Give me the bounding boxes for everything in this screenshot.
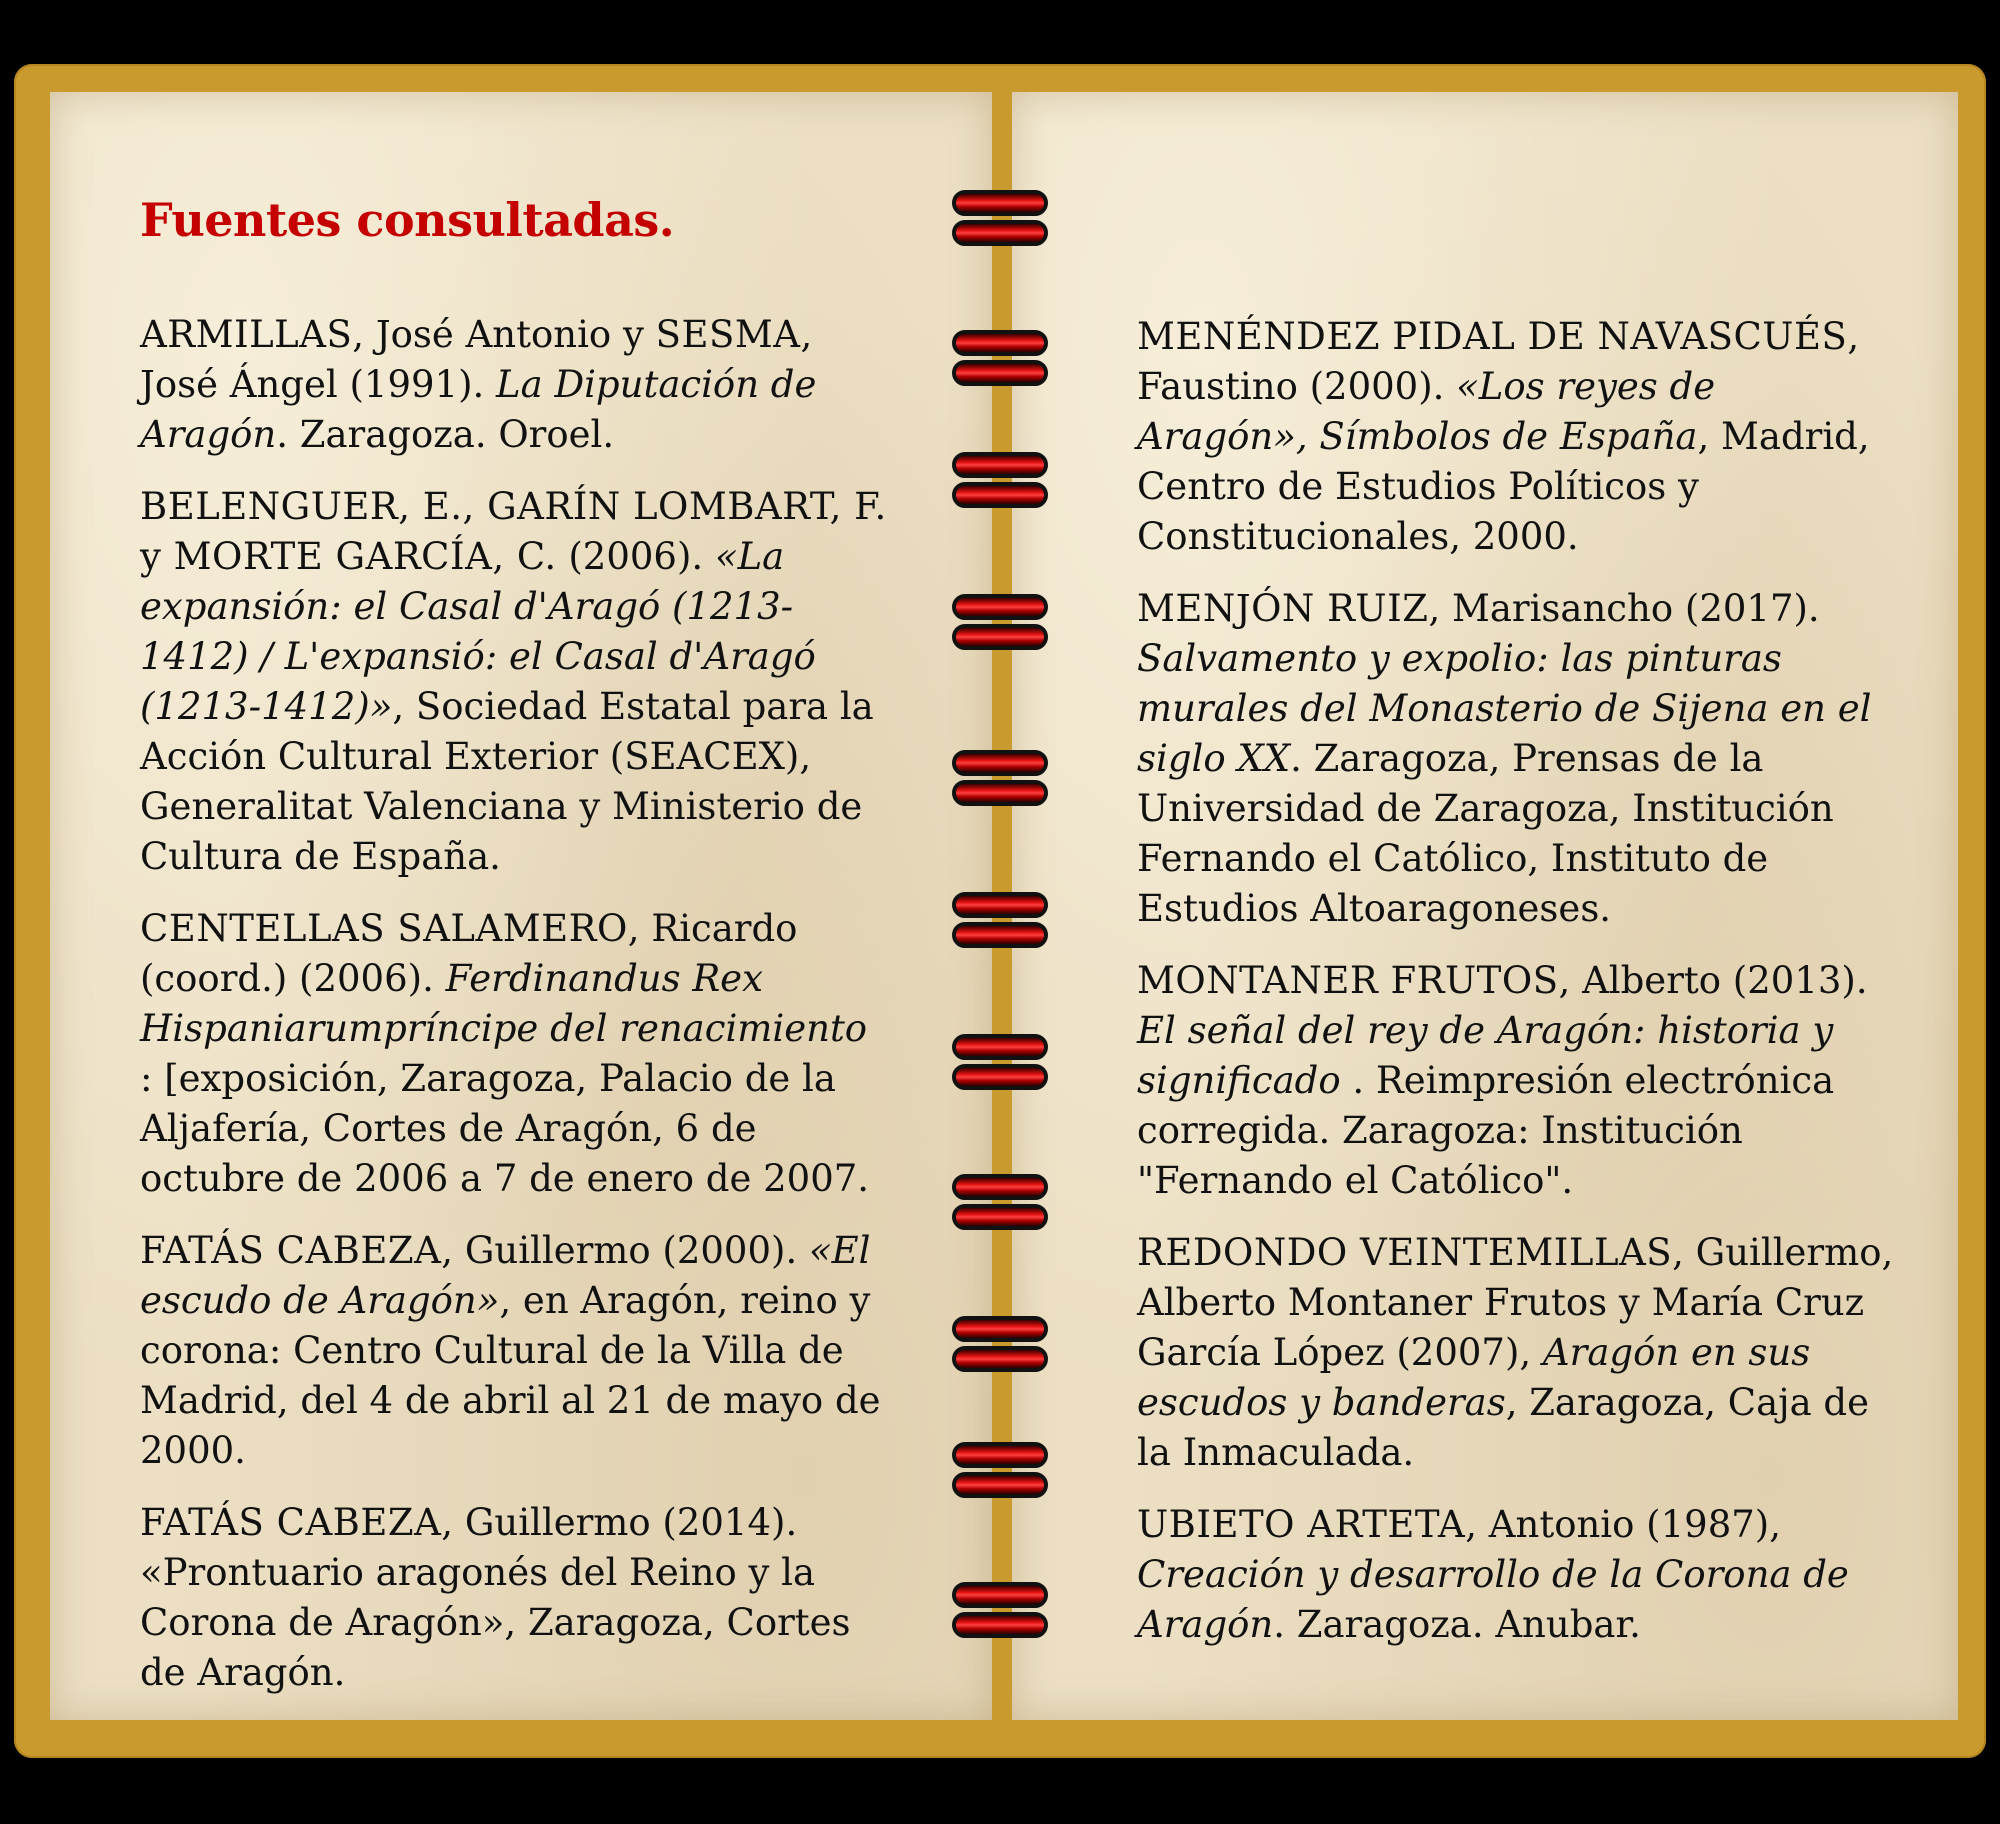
bibliography-entry [140, 482, 890, 882]
entry-title: Aragón en sus escudos y banderas [1137, 1331, 1811, 1424]
binding-ring-icon [952, 1582, 1048, 1608]
binding-ring-icon [952, 360, 1048, 386]
bibliography-entry [1137, 1500, 1897, 1650]
entry-text: . Zaragoza. Oroel. [276, 413, 615, 456]
entry-title: «Los reyes de Aragón», Símbolos de España [1137, 365, 1716, 458]
entry-title: «El escudo de Aragón» [140, 1229, 871, 1322]
entry-author: SESMA [655, 313, 801, 356]
binding-ring-icon [952, 452, 1048, 478]
right-page-content [1137, 312, 1897, 1672]
binding-ring-icon [952, 1472, 1048, 1498]
binding-ring-icon [952, 1612, 1048, 1638]
entry-author: FATÁS CABEZA [140, 1229, 442, 1272]
entry-text: . Zaragoza, Prensas de la Universidad de Zaragoza, Institución Fernando el Católico, Instituto de Estudios Altoaragoneses. [1137, 737, 1834, 930]
entry-text: . Reimpresión electrónica corregida. Zaragoza: Institución "Fernando el Católico". [1137, 1059, 1835, 1202]
entry-text: , Sociedad Estatal para la Acción Cultural Exterior (SEACEX), Generalitat Valenciana y Ministerio de Cultura de España. [140, 685, 874, 878]
entry-text: (2006). [556, 535, 715, 578]
entry-text: , Ricardo (coord.) (2006). [140, 907, 798, 1000]
entry-text: , Alberto (2013). [1558, 959, 1868, 1002]
entry-author: REDONDO VEINTEMILLAS [1137, 1231, 1673, 1274]
binding-ring-icon [952, 482, 1048, 508]
entry-text: , Madrid, Centro de Estudios Políticos y Constitucionales, 2000. [1137, 415, 1870, 558]
entry-title: Ferdinandus Rex Hispaniarumpríncipe del renacimiento [140, 957, 868, 1050]
binding-ring-icon [952, 892, 1048, 918]
binding-ring-icon [952, 624, 1048, 650]
entry-title: Salvamento y expolio: las pinturas murales del Monasterio de Sijena en el siglo XX [1137, 637, 1872, 780]
binding-ring-icon [952, 780, 1048, 806]
page-title: Fuentes consultadas. [140, 193, 675, 247]
left-page-content [140, 190, 890, 1720]
bibliography-entry [1137, 312, 1897, 562]
entry-text: , Faustino (2000). [1137, 315, 1860, 408]
binding-ring-icon [952, 220, 1048, 246]
entry-author: MONTANER FRUTOS [1137, 959, 1559, 1002]
entry-title: El señal del rey de Aragón: historia y significado [1137, 1009, 1834, 1102]
entry-author: BELENGUER, E., GARÍN LOMBART, F. y MORTE GARCÍA, C. [140, 485, 887, 578]
entry-author: ARMILLAS [140, 313, 353, 356]
entry-title: La Diputación de Aragón [140, 363, 817, 456]
entry-text: , Antonio (1987), [1465, 1503, 1781, 1546]
entry-text: , José Ángel (1991). [140, 313, 813, 406]
bibliography-entry [140, 1226, 890, 1476]
entry-author: CENTELLAS SALAMERO [140, 907, 628, 950]
entry-text: . Zaragoza. Anubar. [1273, 1603, 1641, 1646]
binding-ring-icon [952, 1064, 1048, 1090]
binding-ring-icon [952, 190, 1048, 216]
bibliography-entry [140, 1498, 890, 1698]
binding-ring-icon [952, 750, 1048, 776]
entry-title: Creación y desarrollo de la Corona de Aragón [1137, 1553, 1849, 1646]
entry-author: FATÁS CABEZA [140, 1501, 442, 1544]
bibliography-entry [1137, 956, 1897, 1206]
entry-text: , Guillermo (2000). [441, 1229, 809, 1272]
binding-ring-icon [952, 1204, 1048, 1230]
entry-text: , José Antonio y [352, 313, 656, 356]
binding-ring-icon [952, 1346, 1048, 1372]
binding-ring-icon [952, 1316, 1048, 1342]
entry-author: MENÉNDEZ PIDAL DE NAVASCUÉS [1137, 315, 1848, 358]
entry-text: , en Aragón, reino y corona: Centro Cultural de la Villa de Madrid, del 4 de abril al 21 de mayo de 2000. [140, 1279, 881, 1472]
binding-ring-icon [952, 1174, 1048, 1200]
bibliography-entry [1137, 1228, 1897, 1478]
binding-ring-icon [952, 922, 1048, 948]
entry-text: : [exposición, Zaragoza, Palacio de la Aljafería, Cortes de Aragón, 6 de octubre de 2006 a 7 de enero de 2007. [140, 1057, 870, 1200]
binding-ring-icon [952, 330, 1048, 356]
binding-ring-icon [952, 1034, 1048, 1060]
bibliography-entry [140, 904, 890, 1204]
entry-author: MENJÓN RUIZ [1137, 587, 1429, 630]
binding-ring-icon [952, 594, 1048, 620]
entry-text: , Guillermo, Alberto Montaner Frutos y María Cruz García López (2007), [1137, 1231, 1894, 1374]
bibliography-entry [140, 310, 890, 460]
bibliography-entry [1137, 584, 1897, 934]
entry-text: , Guillermo (2014). «Prontuario aragonés del Reino y la Corona de Aragón», Zaragoza, Cortes de Aragón. [140, 1501, 851, 1694]
binding-ring-icon [952, 1442, 1048, 1468]
entry-text: , Marisancho (2017). [1428, 587, 1820, 630]
entry-text: , Zaragoza, Caja de la Inmaculada. [1137, 1381, 1870, 1474]
entry-author: UBIETO ARTETA [1137, 1503, 1466, 1546]
entry-title: «La expansión: el Casal d'Aragó (1213-1412) / L'expansió: el Casal d'Aragó (1213-1412)» [140, 535, 816, 728]
